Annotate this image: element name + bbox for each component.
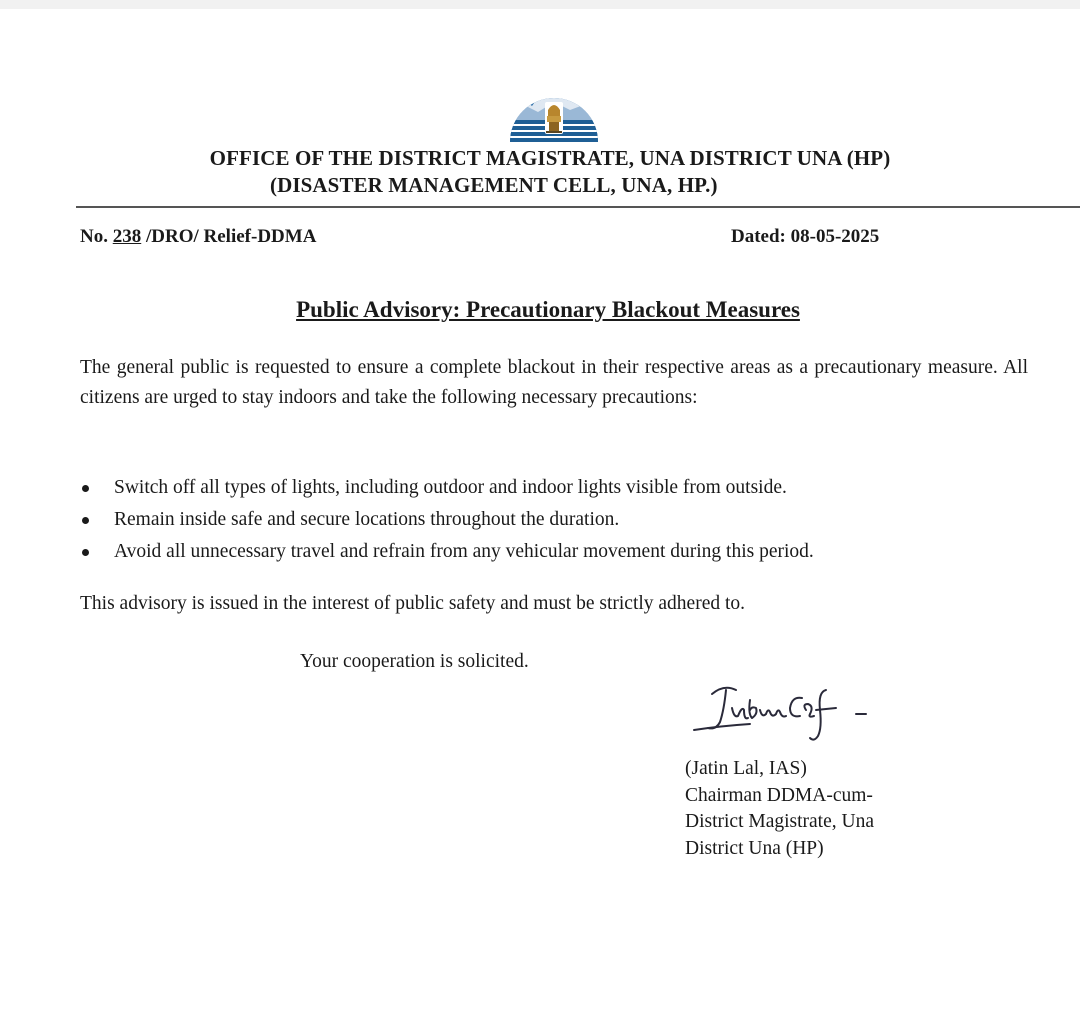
- closing-paragraph: This advisory is issued in the interest of public safety and must be strictly adhered to.: [80, 593, 746, 614]
- signatory-designation-line1: Chairman DDMA-cum-: [685, 784, 873, 806]
- top-bar: [0, 0, 1080, 9]
- list-item-text: Avoid all unnecessary travel and refrain from any vehicular movement during this period.: [114, 541, 814, 562]
- advisory-title: Public Advisory: Precautionary Blackout Measures: [296, 297, 800, 322]
- cooperation-line: Your cooperation is solicited.: [300, 651, 529, 672]
- bullet-icon: [82, 485, 89, 492]
- office-heading-line2: (DISASTER MANAGEMENT CELL, UNA, HP.): [270, 173, 718, 197]
- list-item: [80, 536, 814, 568]
- signatory-name: (Jatin Lal, IAS): [685, 758, 807, 779]
- signatory-block: [685, 756, 874, 862]
- list-item-text: Switch off all types of lights, including outdoor and indoor lights visible from outside.: [114, 477, 787, 498]
- reference-prefix: No.: [80, 226, 113, 247]
- himachal-pradesh-emblem-icon: [508, 80, 600, 144]
- bullet-icon: [82, 517, 89, 524]
- reference-number-value: 238: [112, 226, 142, 247]
- reference-number: [80, 226, 316, 248]
- signatory-designation-line3: District Una (HP): [685, 837, 824, 859]
- precautions-list: [80, 472, 814, 568]
- handwritten-signature-icon: [690, 680, 890, 750]
- intro-paragraph: The general public is requested to ensure a complete blackout in their respective areas as a precautionary measure. All citizens are urged to stay indoors and take the following necessary precautions:: [80, 357, 1028, 408]
- list-item-text: Remain inside safe and secure locations throughout the duration.: [114, 509, 620, 530]
- list-item: [80, 504, 814, 536]
- list-item: [80, 472, 814, 504]
- reference-suffix: /DRO/ Relief-DDMA: [141, 226, 317, 247]
- office-heading-line1: OFFICE OF THE DISTRICT MAGISTRATE, UNA DISTRICT UNA (HP): [209, 146, 891, 170]
- header-divider: [76, 206, 1080, 208]
- bullet-icon: [82, 549, 89, 556]
- issue-date: Dated: 08-05-2025: [731, 226, 880, 247]
- signatory-designation-line2: District Magistrate, Una: [685, 811, 874, 832]
